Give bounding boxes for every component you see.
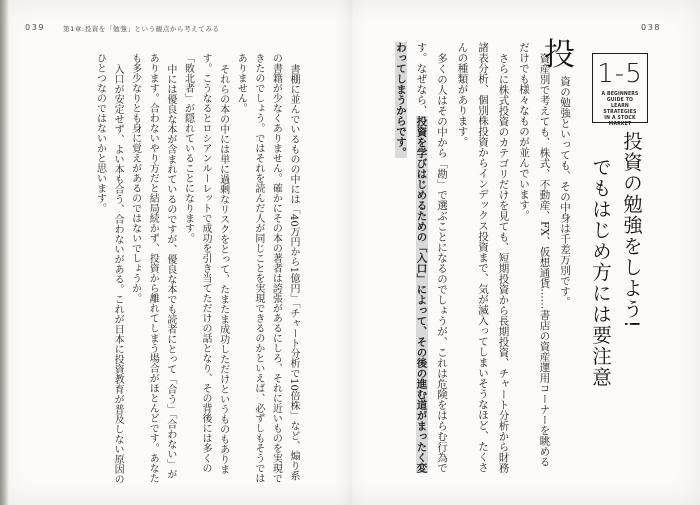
paragraph: それらの本の中には単に過剰なリスクをとって、たまたま成功しただけというものもあります。こうなるとロシアンルーレットで成功を引き当てただけの話となり、その背後には多くの「敗北者」が隠れていることになります。: [182, 53, 229, 474]
section-subtitle-line-2: LEARN STRATEGIES: [603, 103, 637, 115]
photo-left-edge: [0, 0, 9, 505]
page-number-right: 038: [641, 23, 662, 32]
section-subtitle-line-3: IN A STOCK MARKET: [604, 115, 636, 127]
body-text-left: [87, 53, 302, 487]
page-number-left: 039: [25, 23, 46, 32]
paragraph: さらに株式投資のカテゴリだけを見ても、短期投資から長期投資、チャート分析から財務諸表分析、個別株投資からインデックス投資まで、気が滅入ってしまいそうなほど、たくさんの種類があります。: [456, 42, 510, 474]
chapter-title: [585, 131, 647, 441]
chapter-title-line-1: 投資の勉強をしよう!: [620, 131, 643, 330]
section-subtitle: [595, 91, 645, 127]
paragraph-lead: 多くの人はその中から「勘」で選ぶことになるのでしょうが、これは危険をはらむ行為です。なぜなら、: [415, 42, 448, 474]
paragraph: 入口が安定せず、よい本も合う、合わないがある。これが日本に投資教育が普及しない原因のひとつなのではないかと思います。: [94, 53, 124, 484]
chapter-title-line-2: でもはじめ方には要注意: [589, 157, 612, 388]
section-number: 1-5: [597, 59, 643, 89]
page-gutter-shadow: [336, 0, 364, 505]
paragraph: [391, 42, 453, 476]
body-text-right: [385, 37, 575, 476]
paragraph: 書棚に並んでいるものの中には「40万円から1億円」「チャート分析で10倍株」など、煽り系の書籍が少なくありません。確かにその本の著者は誇張があるにしろ、それに近いものを実現できたのでしょう。ではそれを読んだ人が同じことを実現できるのかといえば、必ずしもそうではありません。: [235, 53, 299, 483]
highlight-text: 投資を学びはじめるための「入口」によって、その後の進む道がまったく変わってしまうからです。: [395, 42, 428, 473]
drop-cap: 投: [544, 37, 575, 73]
paragraph: 資産別で考えても、株式、不動産、FX、仮想通貨……書店の資産運用コーナーを眺めるだけでも様々なものが並んでいます。: [518, 42, 551, 467]
running-header: 第1章:投資を「勉強」という観点から考えてみる: [63, 25, 220, 33]
paragraph: 中には優良な本が含まれているのですが、優良な本でも読者にとって「合う」「合わない」があります。合わないやり方だと結局続かず、投資から離れてしまう場合がほとんどです。あなたも多少なりとも身に覚えがあるのではないでしょうか。: [129, 53, 176, 483]
section-subtitle-line-1: A BEGINNERS GUIDE TO: [601, 91, 639, 103]
section-number-box: [592, 53, 648, 127]
paragraph: 資の勉強といっても、その中身は千差万別です。: [559, 75, 571, 307]
